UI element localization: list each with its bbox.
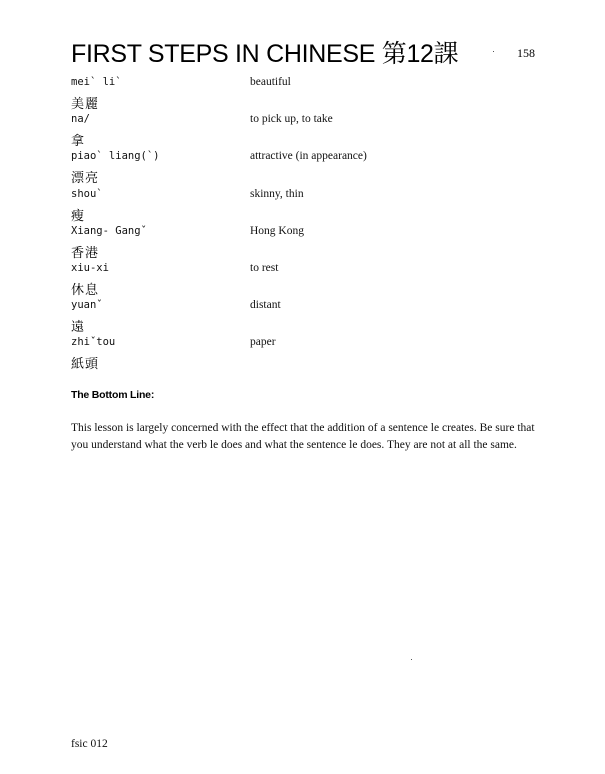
vocab-row (71, 76, 541, 113)
vocab-gloss: to pick up, to take (250, 113, 333, 126)
vocab-pinyin: shou` (71, 187, 103, 200)
vocab-row (71, 113, 541, 150)
vocab-characters: 美麗 (71, 97, 100, 112)
vocab-pinyin: mei` li` (71, 76, 122, 88)
vocab-pinyin: piao` liang(`) (71, 150, 160, 163)
vocab-pinyin: na/ (71, 113, 90, 126)
scan-speck (493, 51, 494, 52)
vocab-pinyin: xiu-xi (71, 261, 109, 274)
vocab-gloss: skinny, thin (250, 187, 304, 200)
vocab-row (71, 299, 541, 336)
vocab-gloss: beautiful (250, 76, 291, 88)
vocab-characters: 紙頭 (71, 357, 100, 373)
vocab-characters: 拿 (71, 134, 86, 150)
vocab-gloss: Hong Kong (250, 224, 304, 237)
vocabulary-list (71, 76, 541, 374)
vocab-characters: 遠 (71, 320, 86, 336)
vocab-characters: 休息 (71, 282, 100, 298)
section-heading-bottom-line: The Bottom Line: (71, 389, 155, 401)
vocab-row (71, 262, 541, 299)
vocab-characters: 瘦 (71, 208, 86, 224)
vocab-gloss: attractive (in appearance) (250, 150, 367, 163)
page-title: FIRST STEPS IN CHINESE 第12課 (71, 40, 459, 68)
vocab-pinyin: Xiang- Gangˇ (71, 224, 147, 237)
vocab-gloss: paper (250, 336, 276, 349)
bottom-line-paragraph: This lesson is largely concerned with the effect that the addition of a sentence le creates. Be sure that you understand what the verb le does and what the sentence le does. They are not at all the same. (71, 422, 535, 451)
vocab-gloss: distant (250, 299, 281, 312)
vocab-pinyin: zhiˇtou (71, 336, 116, 349)
vocab-characters: 香港 (71, 245, 100, 261)
scan-speck (411, 659, 412, 660)
footer-code: fsic 012 (71, 738, 108, 750)
vocab-row (71, 150, 541, 187)
vocab-pinyin: yuanˇ (71, 299, 103, 312)
vocab-characters: 漂亮 (71, 171, 100, 187)
page-number: 158 (517, 46, 535, 60)
vocab-row (71, 188, 541, 225)
vocab-row (71, 336, 541, 373)
vocab-row (71, 225, 541, 262)
vocab-gloss: to rest (250, 261, 279, 274)
